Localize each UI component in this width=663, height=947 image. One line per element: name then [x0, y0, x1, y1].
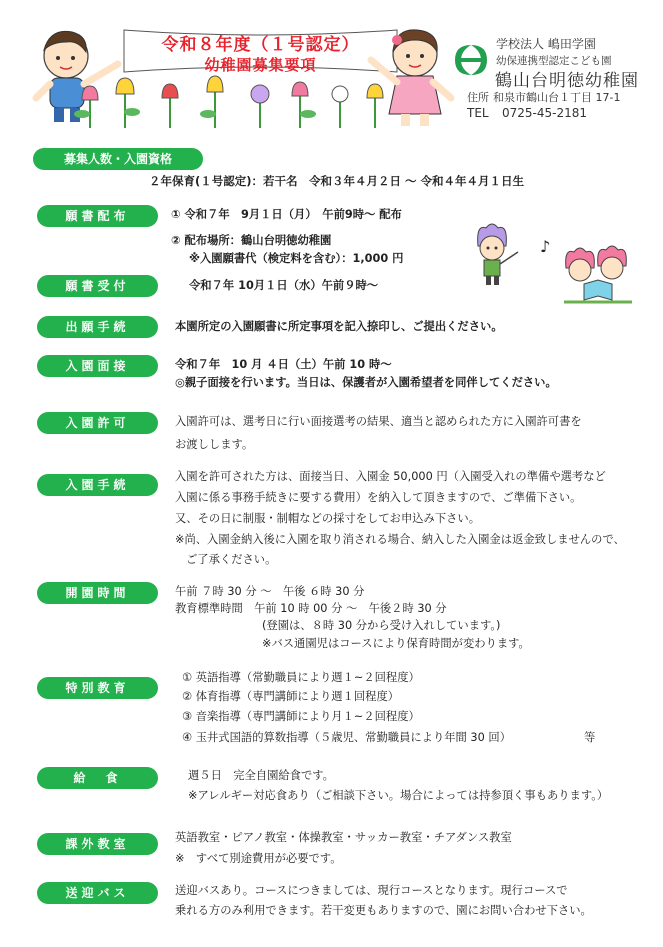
haifu-line2: ② 配布場所：鶴山台明徳幼稚園	[171, 234, 332, 247]
tokubetsu-item-2: ② 体育指導（専門講師により週１回程度）	[182, 690, 400, 703]
tokubetsu-item-3: ③ 音楽指導（専門講師により月１~２回程度）	[182, 710, 420, 723]
recruit-text: ２年保育(１号認定)：若干名 令和３年４月２日 ～ 令和４年４月１日生	[149, 174, 525, 188]
tulip-conductor-illustration	[462, 218, 524, 292]
section-label-bus: 送迎バス	[37, 882, 158, 904]
section-label-uketsuke: 願書受付	[37, 275, 158, 297]
school-name: 鶴山台明徳幼稚園	[495, 71, 639, 91]
music-note-icon: ♪	[540, 237, 551, 256]
tokubetsu-item-4: ④ 玉井式国語的算数指導（５歳児、常勤職員により年間 30 回）	[182, 731, 511, 744]
section-label-tetsuzuki: 入園手続	[37, 474, 158, 496]
kyushoku-line1: 週５日 完全自園給食です。	[188, 769, 334, 782]
section-label-kyushoku: 給 食	[37, 767, 158, 789]
tetsuzuki-line5: ご了承ください。	[186, 553, 277, 566]
section-label-shutsugan: 出願手続	[37, 316, 158, 338]
kagai-line2: ※ すべて別途費用が必要です。	[175, 852, 342, 865]
tel-label: TEL	[467, 106, 489, 120]
section-label-mensetsu: 入園面接	[37, 355, 158, 377]
tulip-flowers-illustration	[70, 70, 400, 134]
section-label-haifu: 願書配布	[37, 205, 158, 227]
bus-line1: 送迎バスあり。コースにつきましては、現行コースとなります。現行コースで	[175, 884, 568, 897]
section-label-tokubetsu: 特別教育	[37, 677, 158, 699]
school-type: 幼保連携型認定こども園	[496, 55, 612, 67]
page-title: 令和８年度（１号認定）	[161, 35, 360, 55]
recruit-label: 募集人数・入園資格	[33, 148, 203, 170]
tulip-reading-illustration	[558, 244, 638, 310]
kyoka-line2: お渡しします。	[175, 438, 254, 451]
tokubetsu-item-1: ① 英語指導（常勤職員により週１~２回程度）	[182, 671, 420, 684]
tetsuzuki-line1: 入園を許可された方は、面接当日、入園金 50,000 円（入園受入れの準備や選考など	[175, 470, 606, 483]
page-subtitle: 幼稚園募集要項	[204, 56, 317, 74]
haifu-line3: ※入園願書代（検定料を含む）：1,000 円	[189, 252, 404, 265]
address-value: 和泉市鶴山台１丁目 17-1	[493, 91, 621, 104]
tetsuzuki-line3: 又、その日に制服・制帽などの採寸をしてお申込み下さい。	[175, 512, 481, 525]
mensetsu-line1: 令和７年 10 月 ４日（土）午前 10 時～	[175, 358, 392, 371]
kagai-line1: 英語教室・ピアノ教室・体操教室・サッカー教室・チアダンス教室	[175, 831, 512, 844]
shutsugan-line1: 本園所定の入園願書に所定事項を記入捺印し、ご提出ください。	[175, 320, 503, 333]
jikan-line2: 教育標準時間 午前 10 時 00 分 ～ 午後２時 30 分	[175, 602, 447, 615]
school-logo	[451, 41, 491, 83]
kyoka-line1: 入園許可は、選考日に行い面接選考の結果、適当と認められた方に入園許可書を	[175, 415, 582, 428]
tel-value: 0725-45-2181	[502, 106, 588, 120]
tel-line	[467, 106, 587, 120]
tetsuzuki-line2: 入園に係る事務手続きに要する費用）を納入して頂きますので、ご準備下さい。	[175, 491, 582, 504]
haifu-line1: ① 令和７年 9月１日（月） 午前9時～ 配布	[171, 208, 402, 221]
corporation-name: 学校法人 嶋田学園	[496, 37, 596, 51]
jikan-line3: (登園は、８時 30 分から受け入れしています。)	[262, 619, 501, 632]
kyushoku-line2: ※アレルギー対応食あり（ご相談下さい。場合によっては持参頂く事もあります。）	[188, 789, 609, 802]
bus-line2: 乗れる方のみ利用できます。若干変更もありますので、園にお問い合わせ下さい。	[175, 904, 592, 917]
jikan-line1: 午前 ７時 30 分 ～ 午後 ６時 30 分	[175, 585, 365, 598]
section-label-jikan: 開園時間	[37, 582, 158, 604]
tetsuzuki-line4: ※尚、入園金納入後に入園を取り消される場合、納入した入園金は返金致しませんので、	[175, 533, 625, 546]
mensetsu-line2: ◎親子面接を行います。当日は、保護者が入園希望者を同伴してください。	[175, 376, 557, 389]
section-label-kagai: 課外教室	[37, 833, 158, 855]
uketsuke-line1: 令和７年 10月１日（水）午前９時～	[189, 279, 379, 292]
address-line	[467, 89, 620, 105]
tokubetsu-etc: 等	[584, 731, 596, 744]
jikan-line4: ※バス通園児はコースにより保育時間が変わります。	[262, 637, 530, 650]
address-label: 住所	[467, 91, 489, 104]
section-label-kyoka: 入園許可	[37, 412, 158, 434]
